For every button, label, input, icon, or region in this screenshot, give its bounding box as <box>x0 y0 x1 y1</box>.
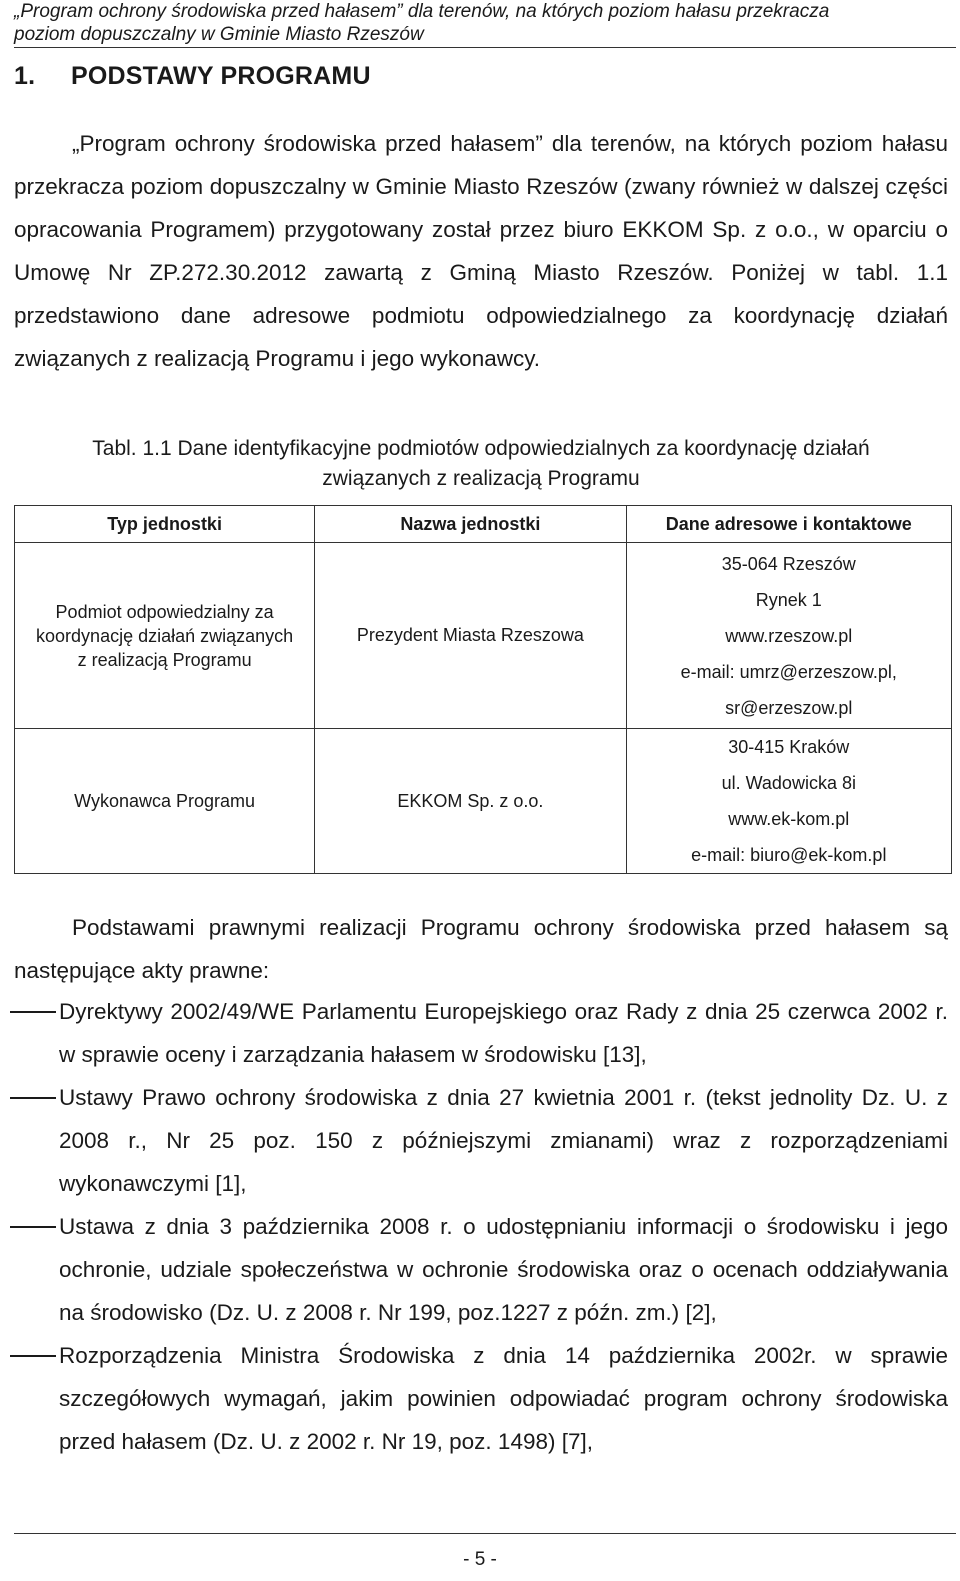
table-caption-line-2: związanych z realizacją Programu <box>322 467 640 490</box>
row1-type: Podmiot odpowiedzialny za koordynację działań związanych z realizacją Programu <box>15 543 315 729</box>
row2-address-line: ul. Wadowicka 8i <box>721 773 856 793</box>
row1-address-line: sr@erzeszow.pl <box>725 697 853 718</box>
row2-type: Wykonawca Programu <box>15 729 315 874</box>
row1-address <box>626 543 951 729</box>
row2-address-line: www.ek-kom.pl <box>728 809 850 829</box>
header-address: Dane adresowe i kontaktowe <box>626 506 951 543</box>
row1-address-line: e-mail: umrz@erzeszow.pl, <box>680 661 897 682</box>
legal-act-text: Ustawy Prawo ochrony środowiska z dnia 27 kwietnia 2001 r. (tekst jednolity Dz. U. z 2008 r., Nr 25 poz. 150 z późniejszymi zmianami) wraz z rozporządzeniami wykonawczymi [1], <box>59 1085 948 1196</box>
list-item <box>14 990 948 1076</box>
header-type: Typ jednostki <box>15 506 315 543</box>
header-divider <box>14 47 956 48</box>
dash-bullet-icon <box>10 1097 56 1099</box>
table-row <box>15 729 952 874</box>
section-heading <box>14 62 371 91</box>
row2-name: EKKOM Sp. z o.o. <box>315 729 626 874</box>
list-item <box>14 1205 948 1334</box>
row2-address-line: e-mail: biuro@ek-kom.pl <box>691 845 887 865</box>
legal-act-text: Ustawa z dnia 3 października 2008 r. o udostępnianiu informacji o środowisku i jego ochronie, udziale społeczeństwa w ochronie środowiska oraz o ocenach oddziaływania na środowisko (Dz. U. z 2008 r. Nr 199, poz.1227 z późn. zm.) [2], <box>59 1214 948 1325</box>
row1-address-line: 35-064 Rzeszów <box>721 553 856 574</box>
row1-name: Prezydent Miasta Rzeszowa <box>315 543 626 729</box>
section-number: 1. <box>14 62 36 90</box>
legal-act-text: Dyrektywy 2002/49/WE Parlamentu Europejskiego oraz Rady z dnia 25 czerwca 2002 r. w sprawie oceny i zarządzania hałasem w środowisku [13], <box>59 999 948 1067</box>
list-item <box>14 1076 948 1205</box>
row1-address-line: Rynek 1 <box>755 589 822 610</box>
header-name: Nazwa jednostki <box>315 506 626 543</box>
running-header <box>14 0 954 46</box>
table-caption <box>14 434 948 494</box>
dash-bullet-icon <box>10 1226 56 1228</box>
intro-paragraph: „Program ochrony środowiska przed hałasem” dla terenów, na których poziom hałasu przekracza poziom dopuszczalny w Gminie Miasto Rzeszów (zwany również w dalszej części opracowania Programem) przygotowany został przez biuro EKKOM Sp. z o.o., w oparciu o Umowę Nr ZP.272.30.2012 zawartą z Gminą Miasto Rzeszów. Poniżej w tabl. 1.1 przedstawiono dane adresowe podmiotu odpowiedzialnego za koordynację działań związanych z realizacją Programu i jego wykonawcy. <box>14 131 948 371</box>
list-item <box>14 1334 948 1463</box>
entities-table <box>14 505 952 874</box>
row2-address <box>626 729 951 874</box>
row1-address-line: www.rzeszow.pl <box>725 625 853 646</box>
page-number: - 5 - <box>463 1549 497 1570</box>
footer-divider <box>14 1533 956 1534</box>
section-title: PODSTAWY PROGRAMU <box>71 62 371 90</box>
dash-bullet-icon <box>10 1011 56 1013</box>
dash-bullet-icon <box>10 1355 56 1357</box>
legal-acts-list <box>14 990 948 1463</box>
table-header-row <box>15 506 952 543</box>
running-header-line-2: poziom dopuszczalny w Gminie Miasto Rzeszów <box>14 24 424 45</box>
legal-basis-intro: Podstawami prawnymi realizacji Programu ochrony środowiska przed hałasem są następujące akty prawne: <box>14 915 948 983</box>
legal-act-text: Rozporządzenia Ministra Środowiska z dnia 14 października 2002r. w sprawie szczegółowych wymagań, jakim powinien odpowiadać program ochrony środowiska przed hałasem (Dz. U. z 2002 r. Nr 19, poz. 1498) [7], <box>59 1343 948 1454</box>
table-row <box>15 543 952 729</box>
running-header-line-1: „Program ochrony środowiska przed hałasem” dla terenów, na których poziom hałasu przekracza <box>14 1 830 22</box>
table-caption-line-1: Tabl. 1.1 Dane identyfikacyjne podmiotów odpowiedzialnych za koordynację działań <box>92 437 870 460</box>
row2-address-line: 30-415 Kraków <box>728 737 850 757</box>
